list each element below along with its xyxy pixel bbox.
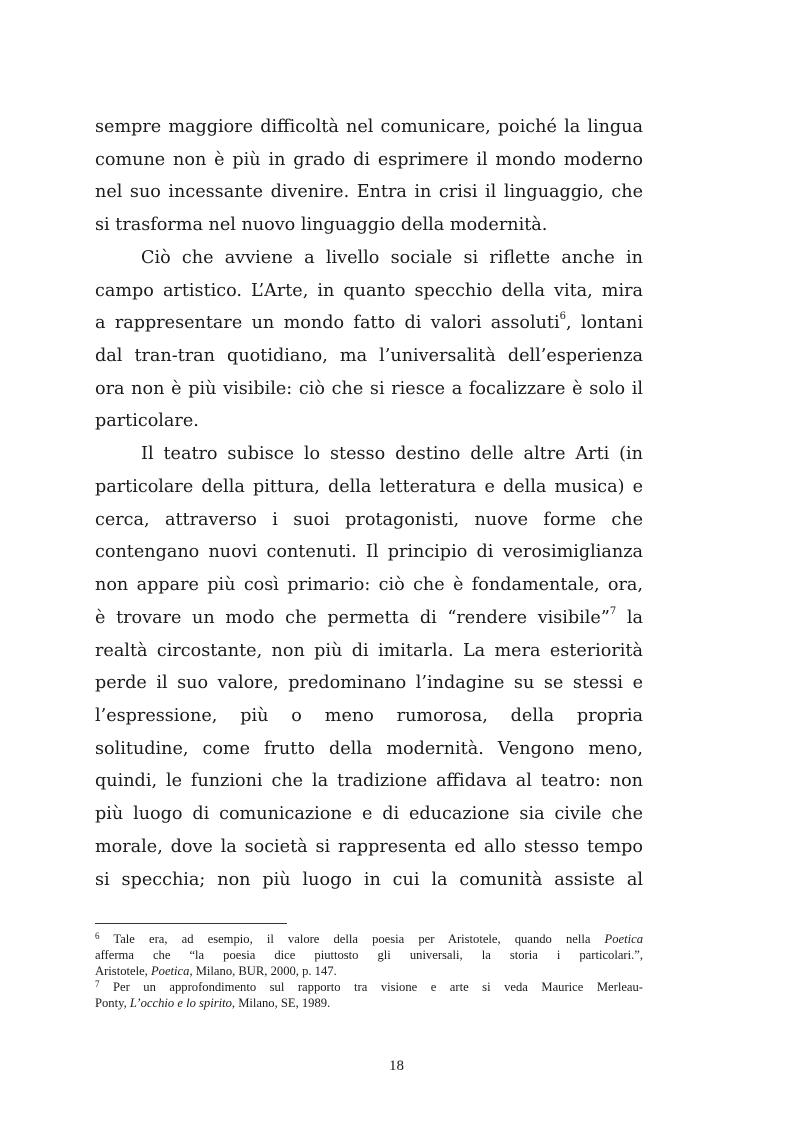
footnote-7: $^7$ Per un approfondimento sul rapporto tra visione e arte si veda Maurice Merleau- xyxy=(95,979,643,994)
body-line: si specchia; non più luogo in cui la comunità assiste al xyxy=(95,870,643,890)
body-line: Il teatro subisce lo stesso destino delle altre Arti (in xyxy=(141,444,643,464)
body-line: dal tran-tran quotidiano, ma l’universalità dell’esperienza xyxy=(95,346,643,366)
footnote-reference[interactable]: 7 xyxy=(609,606,617,618)
footnote-6-line: afferma che “la poesia dice piuttosto gli universali, la storia i particolari.”, xyxy=(95,948,643,962)
body-line: più luogo di comunicazione e di educazione sia civile che xyxy=(95,804,643,824)
body-line: è trovare un modo che permetta di “rendere visibile”$^7$ la xyxy=(95,606,643,628)
footnote-6-line: Aristotele, Poetica, Milano, BUR, 2000, p. 147. xyxy=(95,964,337,978)
body-line: l’espressione, più o meno rumorosa, della propria xyxy=(95,706,643,726)
footnote-number: 7 xyxy=(95,979,100,989)
body-line: Ciò che avviene a livello sociale si riflette anche in xyxy=(141,248,643,268)
body-line: contengano nuovi contenuti. Il principio di verosimiglianza xyxy=(95,542,643,562)
body-line: realtà circostante, non più di imitarla. La mera esteriorità xyxy=(95,641,643,661)
body-line: si trasforma nel nuovo linguaggio della modernità. xyxy=(95,215,548,235)
footnote-number: 6 xyxy=(95,931,100,941)
body-line: sempre maggiore difficoltà nel comunicare, poiché la lingua xyxy=(95,117,643,137)
body-line: campo artistico. L’Arte, in quanto specchio della vita, mira xyxy=(95,281,643,301)
footnote-6: $^6$ Tale era, ad esempio, il valore della poesia per Aristotele, quando nella Poetica xyxy=(95,931,643,946)
body-line: nel suo incessante divenire. Entra in crisi il linguaggio, che xyxy=(95,182,643,202)
body-line: cerca, attraverso i suoi protagonisti, nuove forme che xyxy=(95,510,643,530)
body-line: solitudine, come frutto della modernità. Vengono meno, xyxy=(95,739,643,759)
body-line: particolare. xyxy=(95,411,199,431)
footnote-7-line: Ponty, L’occhio e lo spirito, Milano, SE, 1989. xyxy=(95,996,331,1010)
body-line: quindi, le funzioni che la tradizione affidava al teatro: non xyxy=(95,771,643,791)
footnote-reference[interactable]: 6 xyxy=(559,311,566,323)
body-line: a rappresentare un mondo fatto di valori assoluti$^6$, lontani xyxy=(95,311,643,333)
body-line: perde il suo valore, predominano l’indagine su se stessi e xyxy=(95,673,643,693)
body-line: ora non è più visibile: ciò che si riesce a focalizzare è solo il xyxy=(95,379,643,399)
footnote-separator xyxy=(95,923,287,924)
body-line: comune non è più in grado di esprimere il mondo moderno xyxy=(95,150,643,170)
page-number: 18 xyxy=(389,1058,404,1074)
body-line: particolare della pittura, della letteratura e della musica) e xyxy=(95,477,643,497)
body-line: morale, dove la società si rappresenta ed allo stesso tempo xyxy=(95,837,643,857)
body-line: non appare più così primario: ciò che è fondamentale, ora, xyxy=(95,575,643,595)
